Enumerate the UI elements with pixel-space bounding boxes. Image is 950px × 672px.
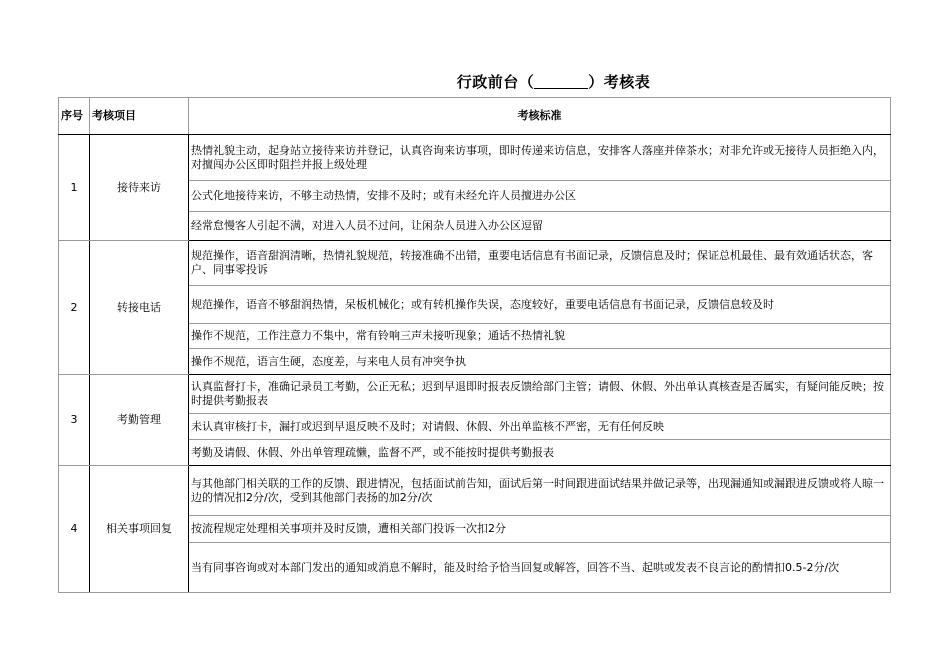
group-item: 考勤管理 — [90, 375, 189, 466]
group-seq: 1 — [59, 135, 90, 241]
criteria-cell: 经常怠慢客人引起不满，对进入人员不过问，让闲杂人员进入办公区逗留 — [189, 212, 891, 241]
criteria-cell: 考勤及请假、休假、外出单管理疏懒，监督不严，或不能按时提供考勤报表 — [189, 440, 891, 466]
criteria-cell: 规范操作，语音甜润清晰，热情礼貌规范，转接准确不出错，重要电话信息有书面记录，反馈信息及时；保证总机最佳、最有效通话状态，客户、同事零投诉 — [189, 241, 891, 286]
criteria-cell: 热情礼貌主动，起身站立接待来访并登记，认真咨询来访事项，即时传递来访信息，安排客人落座并倖茶水；对非允许或无接待人员拒绝入内，对擅闯办公区即时阻拦并报上级处理 — [189, 135, 891, 181]
page-title — [0, 71, 950, 92]
criteria-cell: 规范操作，语音不够甜润热情，呆板机械化；或有转机操作失误，态度较好，重要电话信息有书面记录，反馈信息较及时 — [189, 286, 891, 324]
group-seq: 4 — [59, 466, 90, 593]
header-criteria: 考核标准 — [189, 98, 891, 135]
criteria-cell: 与其他部门相关联的工作的反馈、跟进情况，包括面试前告知，面试后第一时间跟进面试结果并做记录等，出现漏通知或漏跟进反馈或将人晾一边的情况扣2分/次，受到其他部门表扬的加2分/次 — [189, 466, 891, 516]
header-row — [59, 98, 891, 135]
criteria-cell: 公式化地接待来访，不够主动热情，安排不及时；或有未经允许人员擅进办公区 — [189, 181, 891, 212]
table-row — [59, 241, 891, 286]
header-item: 考核项目 — [90, 98, 189, 135]
group-seq: 2 — [59, 241, 90, 375]
header-seq: 序号 — [59, 98, 90, 135]
criteria-cell: 按流程规定处理相关事项并及时反馈，遭相关部门投诉一次扣2分 — [189, 516, 891, 543]
table-row — [59, 466, 891, 516]
criteria-cell: 认真监督打卡，准确记录员工考勤，公正无私；迟到早退即时报表反馈给部门主管；请假、休假、外出单认真核查是否属实，有疑问能反映；按时提供考勤报表 — [189, 375, 891, 414]
criteria-cell: 操作不规范，语言生硬，态度差，与来电人员有冲突争执 — [189, 349, 891, 375]
group-item: 接待来访 — [90, 135, 189, 241]
title-blank-underline — [534, 74, 588, 89]
criteria-cell: 当有同事咨询或对本部门发出的通知或消息不解时，能及时给予恰当回复或解答，回答不当、起哄或发表不良言论的酌情扣0.5-2分/次 — [189, 543, 891, 593]
criteria-cell: 操作不规范，工作注意力不集中，常有铃响三声未接听现象；通话不热情礼貌 — [189, 324, 891, 349]
table-row — [59, 375, 891, 414]
group-seq: 3 — [59, 375, 90, 466]
group-item: 转接电话 — [90, 241, 189, 375]
group-item: 相关事项回复 — [90, 466, 189, 593]
table-row — [59, 135, 891, 181]
criteria-cell: 未认真审核打卡，漏打或迟到早退反映不及时；对请假、休假、外出单监核不严密，无有任何反映 — [189, 414, 891, 440]
title-suffix: ）考核表 — [588, 73, 651, 91]
assessment-table — [58, 97, 891, 593]
title-prefix: 行政前台（ — [456, 73, 535, 91]
